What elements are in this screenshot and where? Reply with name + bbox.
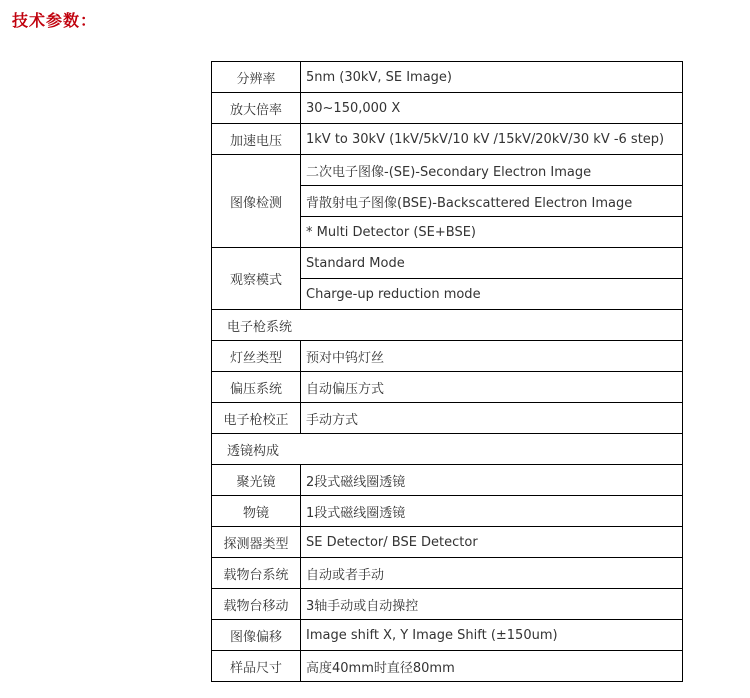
- page-heading: 技术参数：: [12, 11, 98, 30]
- row-label: 样品尺寸: [212, 651, 301, 682]
- table-row: [212, 465, 683, 496]
- row-value: 3轴手动或自动操控: [301, 589, 683, 620]
- table-row: [212, 93, 683, 124]
- row-label: 物镜: [212, 496, 301, 527]
- table-row: [212, 341, 683, 372]
- row-value: Image shift X, Y Image Shift (±150um): [301, 620, 683, 651]
- row-value: 高度40mm时直径80mm: [301, 651, 683, 682]
- table-row: [212, 558, 683, 589]
- row-value: 背散射电子图像(BSE)-Backscattered Electron Image: [301, 186, 683, 217]
- row-label: 加速电压: [212, 124, 301, 155]
- row-value: Charge-up reduction mode: [301, 279, 683, 310]
- table-row: [212, 403, 683, 434]
- table-row: [212, 589, 683, 620]
- section-row: [212, 310, 683, 341]
- table-row: [212, 248, 683, 279]
- row-label: 观察模式: [212, 248, 301, 310]
- row-value: 预对中钨灯丝: [301, 341, 683, 372]
- row-value: Standard Mode: [301, 248, 683, 279]
- row-value: 5nm (30kV, SE Image): [301, 62, 683, 93]
- row-label: 载物台系统: [212, 558, 301, 589]
- table-row: [212, 496, 683, 527]
- table-row: [212, 651, 683, 682]
- row-label: 聚光镜: [212, 465, 301, 496]
- table-row: [212, 62, 683, 93]
- table-row: [212, 124, 683, 155]
- row-value: 1段式磁线圈透镜: [301, 496, 683, 527]
- section-row: [212, 434, 683, 465]
- row-value: 自动偏压方式: [301, 372, 683, 403]
- table-row: [212, 620, 683, 651]
- table-row: [212, 527, 683, 558]
- row-label: 图像检测: [212, 155, 301, 248]
- section-heading-lens: 透镜构成: [212, 434, 683, 465]
- row-label: 电子枪校正: [212, 403, 301, 434]
- row-value: 2段式磁线圈透镜: [301, 465, 683, 496]
- row-label: 灯丝类型: [212, 341, 301, 372]
- row-value: 30~150,000 X: [301, 93, 683, 124]
- row-value: 1kV to 30kV (1kV/5kV/10 kV /15kV/20kV/30 kV -6 step): [301, 124, 683, 155]
- section-heading-gun: 电子枪系统: [212, 310, 683, 341]
- table-row: [212, 155, 683, 186]
- row-value: 手动方式: [301, 403, 683, 434]
- table-row: [212, 372, 683, 403]
- row-value: * Multi Detector (SE+BSE): [301, 217, 683, 248]
- row-label: 图像偏移: [212, 620, 301, 651]
- row-label: 放大倍率: [212, 93, 301, 124]
- row-value: 二次电子图像-(SE)-Secondary Electron Image: [301, 155, 683, 186]
- row-value: 自动或者手动: [301, 558, 683, 589]
- row-label: 分辨率: [212, 62, 301, 93]
- row-label: 探测器类型: [212, 527, 301, 558]
- row-label: 载物台移动: [212, 589, 301, 620]
- row-value: SE Detector/ BSE Detector: [301, 527, 683, 558]
- spec-table: [211, 61, 683, 682]
- row-label: 偏压系统: [212, 372, 301, 403]
